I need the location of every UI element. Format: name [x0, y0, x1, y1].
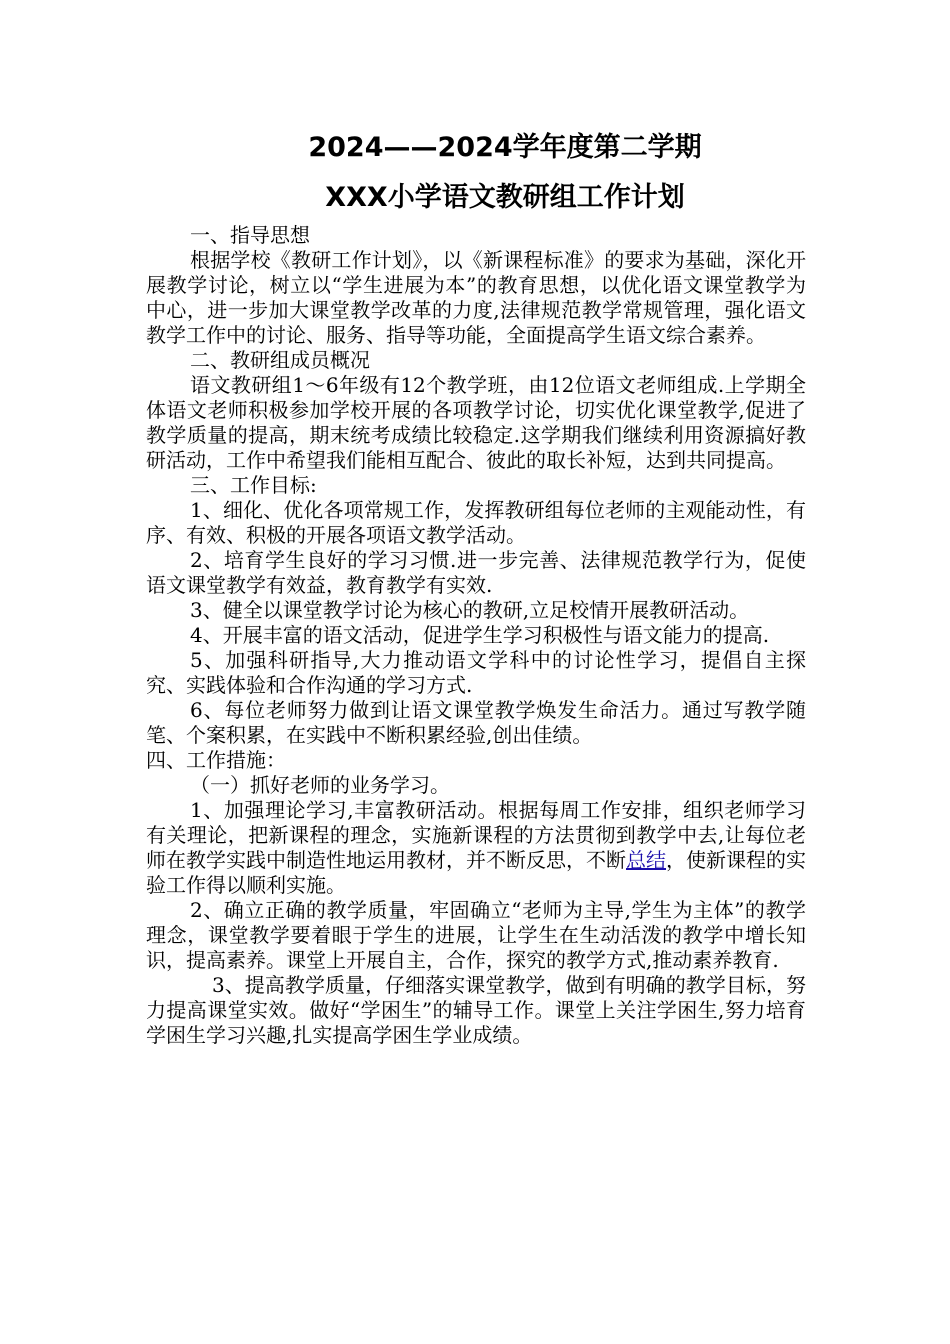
section1-heading: 一、指导思想: [190, 223, 310, 247]
document-body: [146, 223, 806, 1048]
goal-item-5: 5、加强科研指导,大力推动语文学科中的讨论性学习，提倡自主探究、实践体验和合作沟通的学习方式.: [146, 648, 806, 697]
summary-link[interactable]: 总结: [626, 848, 666, 872]
goal-item-3: 3、健全以课堂教学讨论为核心的教研,立足校情开展教研活动。: [190, 598, 750, 622]
section4-heading: 四、工作措施：: [146, 748, 286, 772]
section3-heading: 三、工作目标:: [190, 473, 317, 497]
measure-item-1-text-after: ，使新课程的实验工作得以顺利实施。: [146, 848, 806, 897]
section2-heading: 二、教研组成员概况: [190, 348, 370, 372]
document-title-line2: XXX小学语文教研组工作计划: [325, 182, 685, 213]
section1-paragraph: 根据学校《教研工作计划》，以《新课程标准》的要求为基础，深化开展教学讨论，树立以“学生进展为本”的教育思想，以优化语文课堂教学为中心，进一步加大课堂教学改革的力度,法律规范教学常规管理，强化语文教学工作中的讨论、服务、指导等功能，全面提高学生语文综合素养。: [146, 248, 806, 347]
section4-subheading-1: （一）抓好老师的业务学习。: [190, 773, 450, 797]
measure-item-1: [146, 798, 806, 898]
section2-paragraph: 语文教研组1～6年级有12个教学班，由12位语文老师组成.上学期全体语文老师积极参加学校开展的各项教学讨论，切实优化课堂教学,促进了教学质量的提高，期末统考成绩比较稳定.这学期我们继续利用资源搞好教研活动，工作中希望我们能相互配合、彼此的取长补短，达到共同提高。: [146, 373, 806, 472]
measure-item-2: 2、确立正确的教学质量，牢固确立“老师为主导,学生为主体”的教学理念，课堂教学要着眼于学生的进展，让学生在生动活泼的教学中增长知识，提高素养。课堂上开展自主，合作，探究的教学方式,推动素养教育.: [146, 898, 806, 972]
document-title-line1: 2024——2024学年度第二学期: [308, 132, 702, 163]
measure-item-1-text-before: 1、加强理论学习,丰富教研活动。根据每周工作安排，组织老师学习有关理论，把新课程的理念，实施新课程的方法贯彻到教学中去,让每位老师在教学实践中制造性地运用教材，并不断反思，不断: [146, 798, 806, 872]
goal-item-6: 6、每位老师努力做到让语文课堂教学焕发生命活力。通过写教学随笔、个案积累，在实践中不断积累经验,创出佳绩。: [146, 698, 806, 747]
measure-item-3: 3、提高教学质量，仔细落实课堂教学，做到有明确的教学目标，努力提高课堂实效。做好“学困生”的辅导工作。课堂上关注学困生,努力培育学困生学习兴趣,扎实提高学困生学业成绩。: [146, 973, 806, 1047]
goal-item-1: 1、细化、优化各项常规工作，发挥教研组每位老师的主观能动性，有序、有效、积极的开展各项语文教学活动。: [146, 498, 806, 547]
goal-item-2: 2、培育学生良好的学习习惯.进一步完善、法律规范教学行为，促使语文课堂教学有效益，教育教学有实效.: [146, 548, 806, 597]
goal-item-4: 4、开展丰富的语文活动，促进学生学习积极性与语文能力的提高.: [190, 623, 770, 647]
